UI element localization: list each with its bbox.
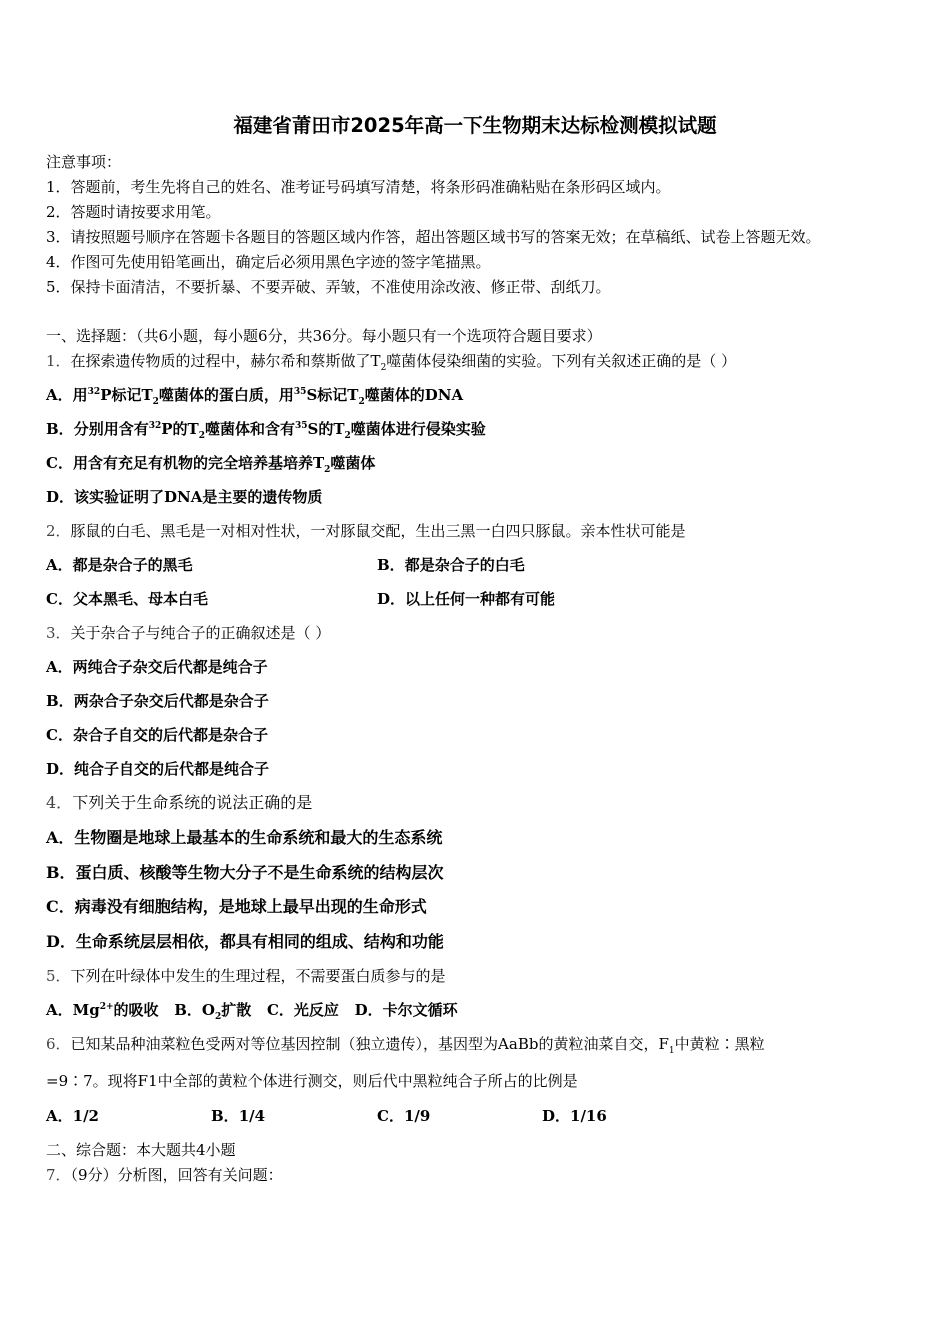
option-text: 都是杂合子的白毛: [404, 556, 525, 574]
question-4-option-c: [46, 898, 427, 916]
option-text: 生命系统层层相依，都具有相同的组成、结构和功能: [75, 932, 444, 951]
question-2-stem: [46, 522, 686, 540]
option-label: C．: [46, 726, 73, 744]
option-text: S的T: [307, 420, 345, 438]
option-label: D．: [354, 1001, 383, 1019]
option-text: P标记T: [100, 386, 153, 404]
question-1-option-c: [46, 454, 376, 475]
superscript: 2+: [99, 1002, 114, 1012]
option-label: B．: [46, 863, 76, 882]
question-1-option-b: [46, 420, 486, 441]
option-text: 蛋白质、核酸等生物大分子不是生命系统的结构层次: [75, 863, 444, 882]
option-label: D．: [542, 1107, 571, 1125]
subscript: 2: [358, 397, 365, 407]
question-5-options: [46, 1001, 458, 1022]
question-6-option-c: [377, 1107, 430, 1125]
option-label: C．: [377, 1107, 404, 1125]
option-label: D．: [46, 932, 76, 951]
question-3-option-a: [46, 658, 268, 676]
stem-text: 下列在叶绿体中发生的生理过程，不需要蛋白质参与的是: [70, 967, 446, 985]
option-label: A．: [46, 658, 73, 676]
question-number: 6．: [46, 1035, 71, 1053]
option-text: 噬菌体的蛋白质，用: [158, 386, 294, 404]
subscript: 1: [668, 1046, 675, 1056]
option-text: P的T: [161, 420, 199, 438]
question-number: 7．: [46, 1166, 71, 1184]
question-1-option-a: [46, 386, 464, 407]
question-4-stem: [46, 794, 312, 812]
option-text: 噬菌体进行侵染实验: [350, 420, 486, 438]
option-text: 病毒没有细胞结构，是地球上最早出现的生命形式: [74, 897, 427, 916]
question-4-option-a: [46, 829, 442, 847]
question-7-stem: [46, 1166, 283, 1184]
question-5-option-c: [267, 1001, 339, 1019]
option-text: 两纯合子杂交后代都是纯合子: [72, 658, 268, 676]
option-label: D．: [46, 760, 75, 778]
option-label: C．: [46, 454, 73, 472]
question-1-option-d: [46, 488, 322, 506]
option-label: B．: [46, 420, 74, 438]
subscript: 2: [324, 465, 331, 475]
subscript: 2: [198, 431, 205, 441]
option-text: 该实验证明了DNA是主要的遗传物质: [74, 488, 323, 506]
question-5-stem: [46, 967, 446, 985]
section-heading-choice: 一、选择题：（共6小题，每小题6分，共36分。每小题只有一个选项符合题目要求）: [46, 327, 602, 345]
page-title: 福建省莆田市2025年高一下生物期末达标检测模拟试题: [233, 114, 717, 137]
stem-text: 在探索遗传物质的过程中，赫尔希和蔡斯做了T: [70, 352, 381, 370]
question-6-stem-continued: =9∶7。现将F1中全部的黄粒个体进行测交，则后代中黑粒纯合子所占的比例是: [46, 1072, 578, 1090]
question-6-option-b: [211, 1107, 265, 1125]
notice-item: 2．答题时请按要求用笔。: [46, 203, 221, 221]
question-number: 4．: [46, 793, 73, 812]
option-text: 1/9: [403, 1107, 431, 1125]
stem-text: 已知某品种油菜粒色受两对等位基因控制（独立遗传），基因型为AaBb的黄粒油菜自交，F: [70, 1035, 669, 1053]
question-5-option-a: [46, 1001, 159, 1019]
question-2-option-b: [377, 556, 525, 574]
option-text: 扩散: [221, 1001, 252, 1019]
option-text: 纯合子自交的后代都是纯合子: [74, 760, 270, 778]
option-label: D．: [377, 590, 406, 608]
option-text: 1/16: [570, 1107, 607, 1125]
subscript: 2: [380, 363, 387, 373]
question-6-option-a: [46, 1107, 99, 1125]
option-text: 杂合子自交的后代都是杂合子: [72, 726, 268, 744]
option-text: 分别用含有: [73, 420, 149, 438]
option-text: 用: [72, 386, 88, 404]
question-4-option-d: [46, 933, 444, 951]
notice-item: 1．答题前，考生先将自己的姓名、准考证号码填写清楚，将条形码准确粘贴在条形码区域内。: [46, 178, 671, 196]
option-label: A．: [46, 828, 75, 847]
question-3-option-d: [46, 760, 269, 778]
option-label: A．: [46, 386, 73, 404]
option-label: B．: [377, 556, 405, 574]
option-text: 用含有充足有机物的完全培养基培养T: [72, 454, 325, 472]
option-text: 卡尔文循环: [382, 1001, 458, 1019]
question-2-option-a: [46, 556, 193, 574]
question-3-stem: [46, 624, 330, 642]
option-label: C．: [46, 897, 75, 916]
option-text: 的吸收: [113, 1001, 159, 1019]
subscript: 2: [344, 431, 351, 441]
option-text: S标记T: [306, 386, 359, 404]
superscript: 35: [294, 421, 308, 431]
question-4-option-b: [46, 864, 444, 882]
option-label: C．: [266, 1001, 294, 1019]
question-1-stem: [46, 352, 737, 373]
question-5-option-d: [355, 1001, 458, 1019]
question-number: 5．: [46, 967, 71, 985]
question-2-option-c: [46, 590, 208, 608]
option-label: B．: [46, 692, 74, 710]
option-text: 1/2: [72, 1107, 99, 1125]
notice-item: 3．请按照题号顺序在答题卡各题目的答题区域内作答，超出答题区域书写的答案无效；在草稿纸、试卷上答题无效。: [46, 228, 821, 246]
question-number: 3．: [46, 624, 71, 642]
notice-item: 5．保持卡面清洁，不要折暴、不要弄破、弄皱，不准使用涂改液、修正带、刮纸刀。: [46, 278, 611, 296]
option-text: 父本黑毛、母本白毛: [72, 590, 208, 608]
stem-text: 豚鼠的白毛、黑毛是一对相对性状，一对豚鼠交配，生出三黑一白四只豚鼠。亲本性状可能是: [70, 522, 686, 540]
option-label: A．: [46, 556, 73, 574]
question-2-option-d: [377, 590, 555, 608]
question-number: 2．: [46, 522, 71, 540]
superscript: 32: [87, 387, 101, 397]
question-3-option-c: [46, 726, 268, 744]
option-text: 噬菌体: [330, 454, 376, 472]
question-number: 1．: [46, 352, 71, 370]
option-text: 1/4: [238, 1107, 266, 1125]
stem-text: 关于杂合子与纯合子的正确叙述是（ ）: [70, 624, 331, 642]
option-label: B．: [211, 1107, 239, 1125]
question-6-stem: [46, 1035, 765, 1056]
subscript: 2: [152, 397, 159, 407]
question-3-option-b: [46, 692, 269, 710]
option-text: Mg: [72, 1001, 100, 1019]
option-text: 以上任何一种都有可能: [405, 590, 556, 608]
option-text: 两杂合子杂交后代都是杂合子: [73, 692, 269, 710]
option-label: A．: [46, 1107, 73, 1125]
superscript: 32: [148, 421, 162, 431]
stem-text: 下列关于生命系统的说法正确的是: [72, 793, 313, 812]
option-text: 噬菌体和含有: [204, 420, 295, 438]
option-text: 光反应: [293, 1001, 339, 1019]
option-label: B．: [174, 1001, 202, 1019]
notice-heading: 注意事项：: [46, 153, 122, 171]
subscript: 2: [215, 1012, 222, 1022]
question-6-option-d: [542, 1107, 607, 1125]
option-text: 都是杂合子的黑毛: [72, 556, 193, 574]
stem-text: 噬菌体侵染细菌的实验。下列有关叙述正确的是（ ）: [386, 352, 737, 370]
option-text: 生物圈是地球上最基本的生命系统和最大的生态系统: [74, 828, 443, 847]
option-text: 噬菌体的DNA: [364, 386, 464, 404]
option-label: A．: [46, 1001, 73, 1019]
superscript: 35: [293, 387, 307, 397]
option-label: D．: [46, 488, 75, 506]
option-label: C．: [46, 590, 73, 608]
section-heading-comprehensive: 二、综合题：本大题共4小题: [46, 1141, 236, 1159]
stem-text: （9分）分析图，回答有关问题：: [70, 1166, 283, 1184]
stem-text: 中黄粒∶黑粒: [674, 1035, 765, 1053]
option-text: O: [201, 1001, 215, 1019]
question-5-option-b: [174, 1001, 252, 1022]
notice-item: 4．作图可先使用铅笔画出，确定后必须用黑色字迹的签字笔描黑。: [46, 253, 491, 271]
